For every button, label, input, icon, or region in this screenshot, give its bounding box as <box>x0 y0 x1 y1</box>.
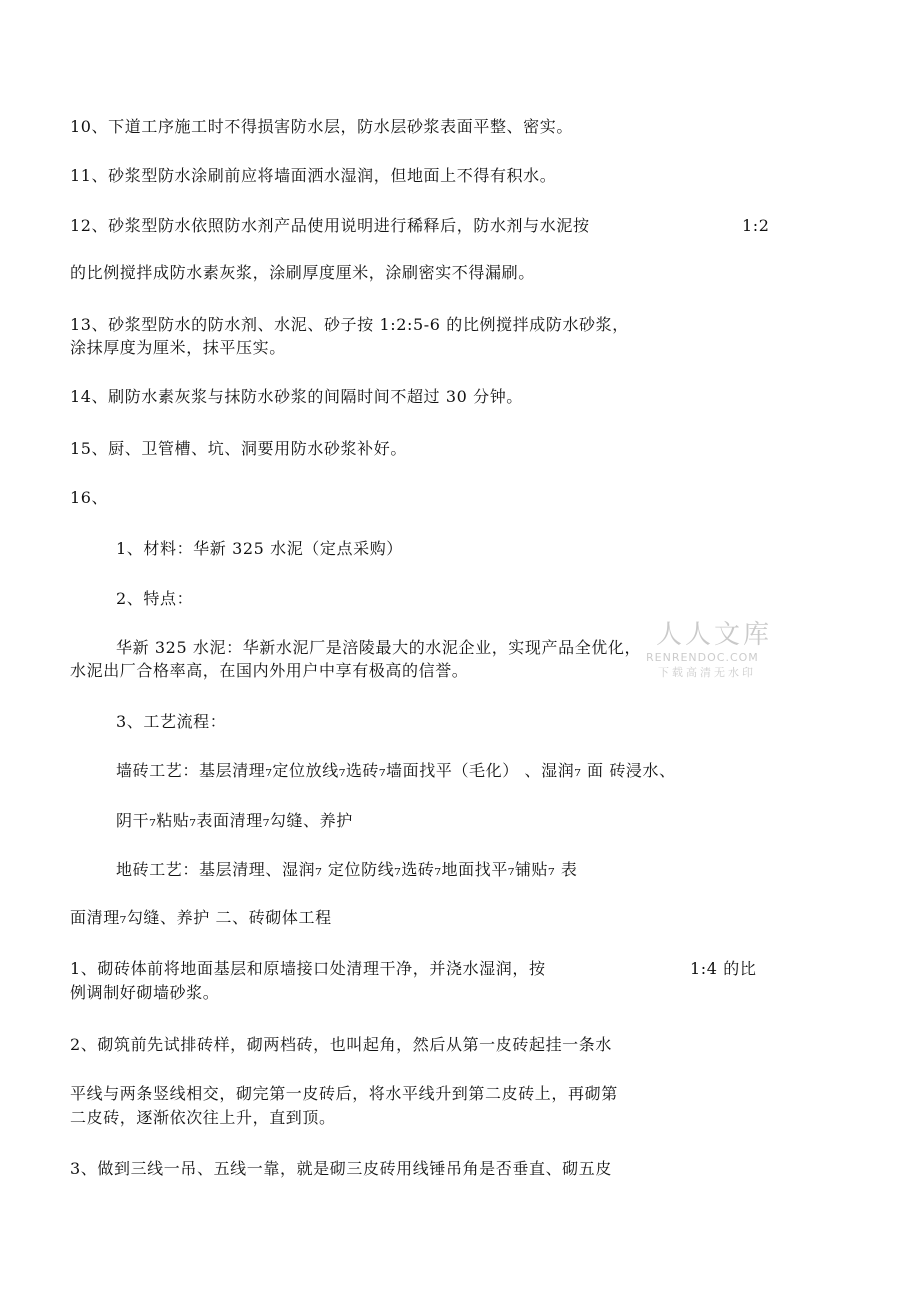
watermark <box>646 620 774 684</box>
brick-item-3: 3、做到三线一吊、五线一靠，就是砌三皮砖用线锤吊角是否垂直、砌五皮 <box>70 1159 612 1178</box>
paragraph-13-line1: 13、砂浆型防水的防水剂、水泥、砂子按 1:2:5-6 的比例搅拌成防水砂浆， <box>70 315 629 334</box>
paragraph-11: 11、砂浆型防水涂刷前应将墙面洒水湿润，但地面上不得有积水。 <box>70 166 557 185</box>
features-text-line2: 水泥出厂合格率高，在国内外用户中享有极高的信誉。 <box>70 661 469 680</box>
watermark-slogan: 下载高清无水印 <box>658 666 756 679</box>
paragraph-12-line1: 12、砂浆型防水依照防水剂产品使用说明进行稀释后，防水剂与水泥按 <box>70 216 590 235</box>
watermark-site: RENRENDOC.COM <box>646 651 759 664</box>
paragraph-12-line2: 的比例搅拌成防水素灰浆，涂刷厚度厘米，涂刷密实不得漏刷。 <box>70 263 535 282</box>
process-heading: 3、工艺流程： <box>116 712 227 731</box>
features-text-line1: 华新 325 水泥：华新水泥厂是涪陵最大的水泥企业，实现产品全优化， <box>116 638 642 657</box>
paragraph-14: 14、刷防水素灰浆与抹防水砂浆的间隔时间不超过 30 分钟。 <box>70 387 523 406</box>
brick-item-1-line1: 1、砌砖体前将地面基层和原墙接口处清理干净，并浇水湿润，按 <box>70 959 546 978</box>
watermark-title: 人人文库 <box>656 620 773 650</box>
brick-item-1-line2: 例调制好砌墙砂浆。 <box>70 983 220 1002</box>
floor-tile-process-line1: 地砖工艺：基层清理、湿润₇ 定位防线₇选砖₇地面找平₇铺贴₇ 表 <box>116 860 578 879</box>
paragraph-16: 16、 <box>70 488 109 507</box>
wall-tile-process-line2: 阴干₇粘贴₇表面清理₇勾缝、养护 <box>116 811 353 830</box>
brick-item-2-line1: 2、砌筑前先试排砖样，砌两档砖，也叫起角，然后从第一皮砖起挂一条水 <box>70 1035 612 1054</box>
brick-item-2-line2: 平线与两条竖线相交，砌完第一皮砖后，将水平线升到第二皮砖上，再砌第 <box>70 1084 618 1103</box>
paragraph-13-line2: 涂抹厚度为厘米，抹平压实。 <box>70 338 286 357</box>
features-heading: 2、特点： <box>116 589 194 608</box>
paragraph-15: 15、厨、卫管槽、坑、洞要用防水砂浆补好。 <box>70 439 407 458</box>
brick-item-2-line3: 二皮砖，逐渐依次往上升，直到顶。 <box>70 1108 336 1127</box>
material-item: 1、材料：华新 325 水泥（定点采购） <box>116 539 403 558</box>
wall-tile-process-line1: 墙砖工艺：基层清理₇定位放线₇选砖₇墙面找平（毛化） 、湿润₇ 面 砖浸水、 <box>116 761 676 780</box>
floor-tile-process-line2: 面清理₇勾缝、养护 二、砖砌体工程 <box>70 908 332 927</box>
brick-item-1-ratio: 1:4 的比 <box>690 959 757 978</box>
paragraph-12-ratio: 1:2 <box>742 216 770 235</box>
paragraph-10: 10、下道工序施工时不得损害防水层，防水层砂浆表面平整、密实。 <box>70 117 573 136</box>
